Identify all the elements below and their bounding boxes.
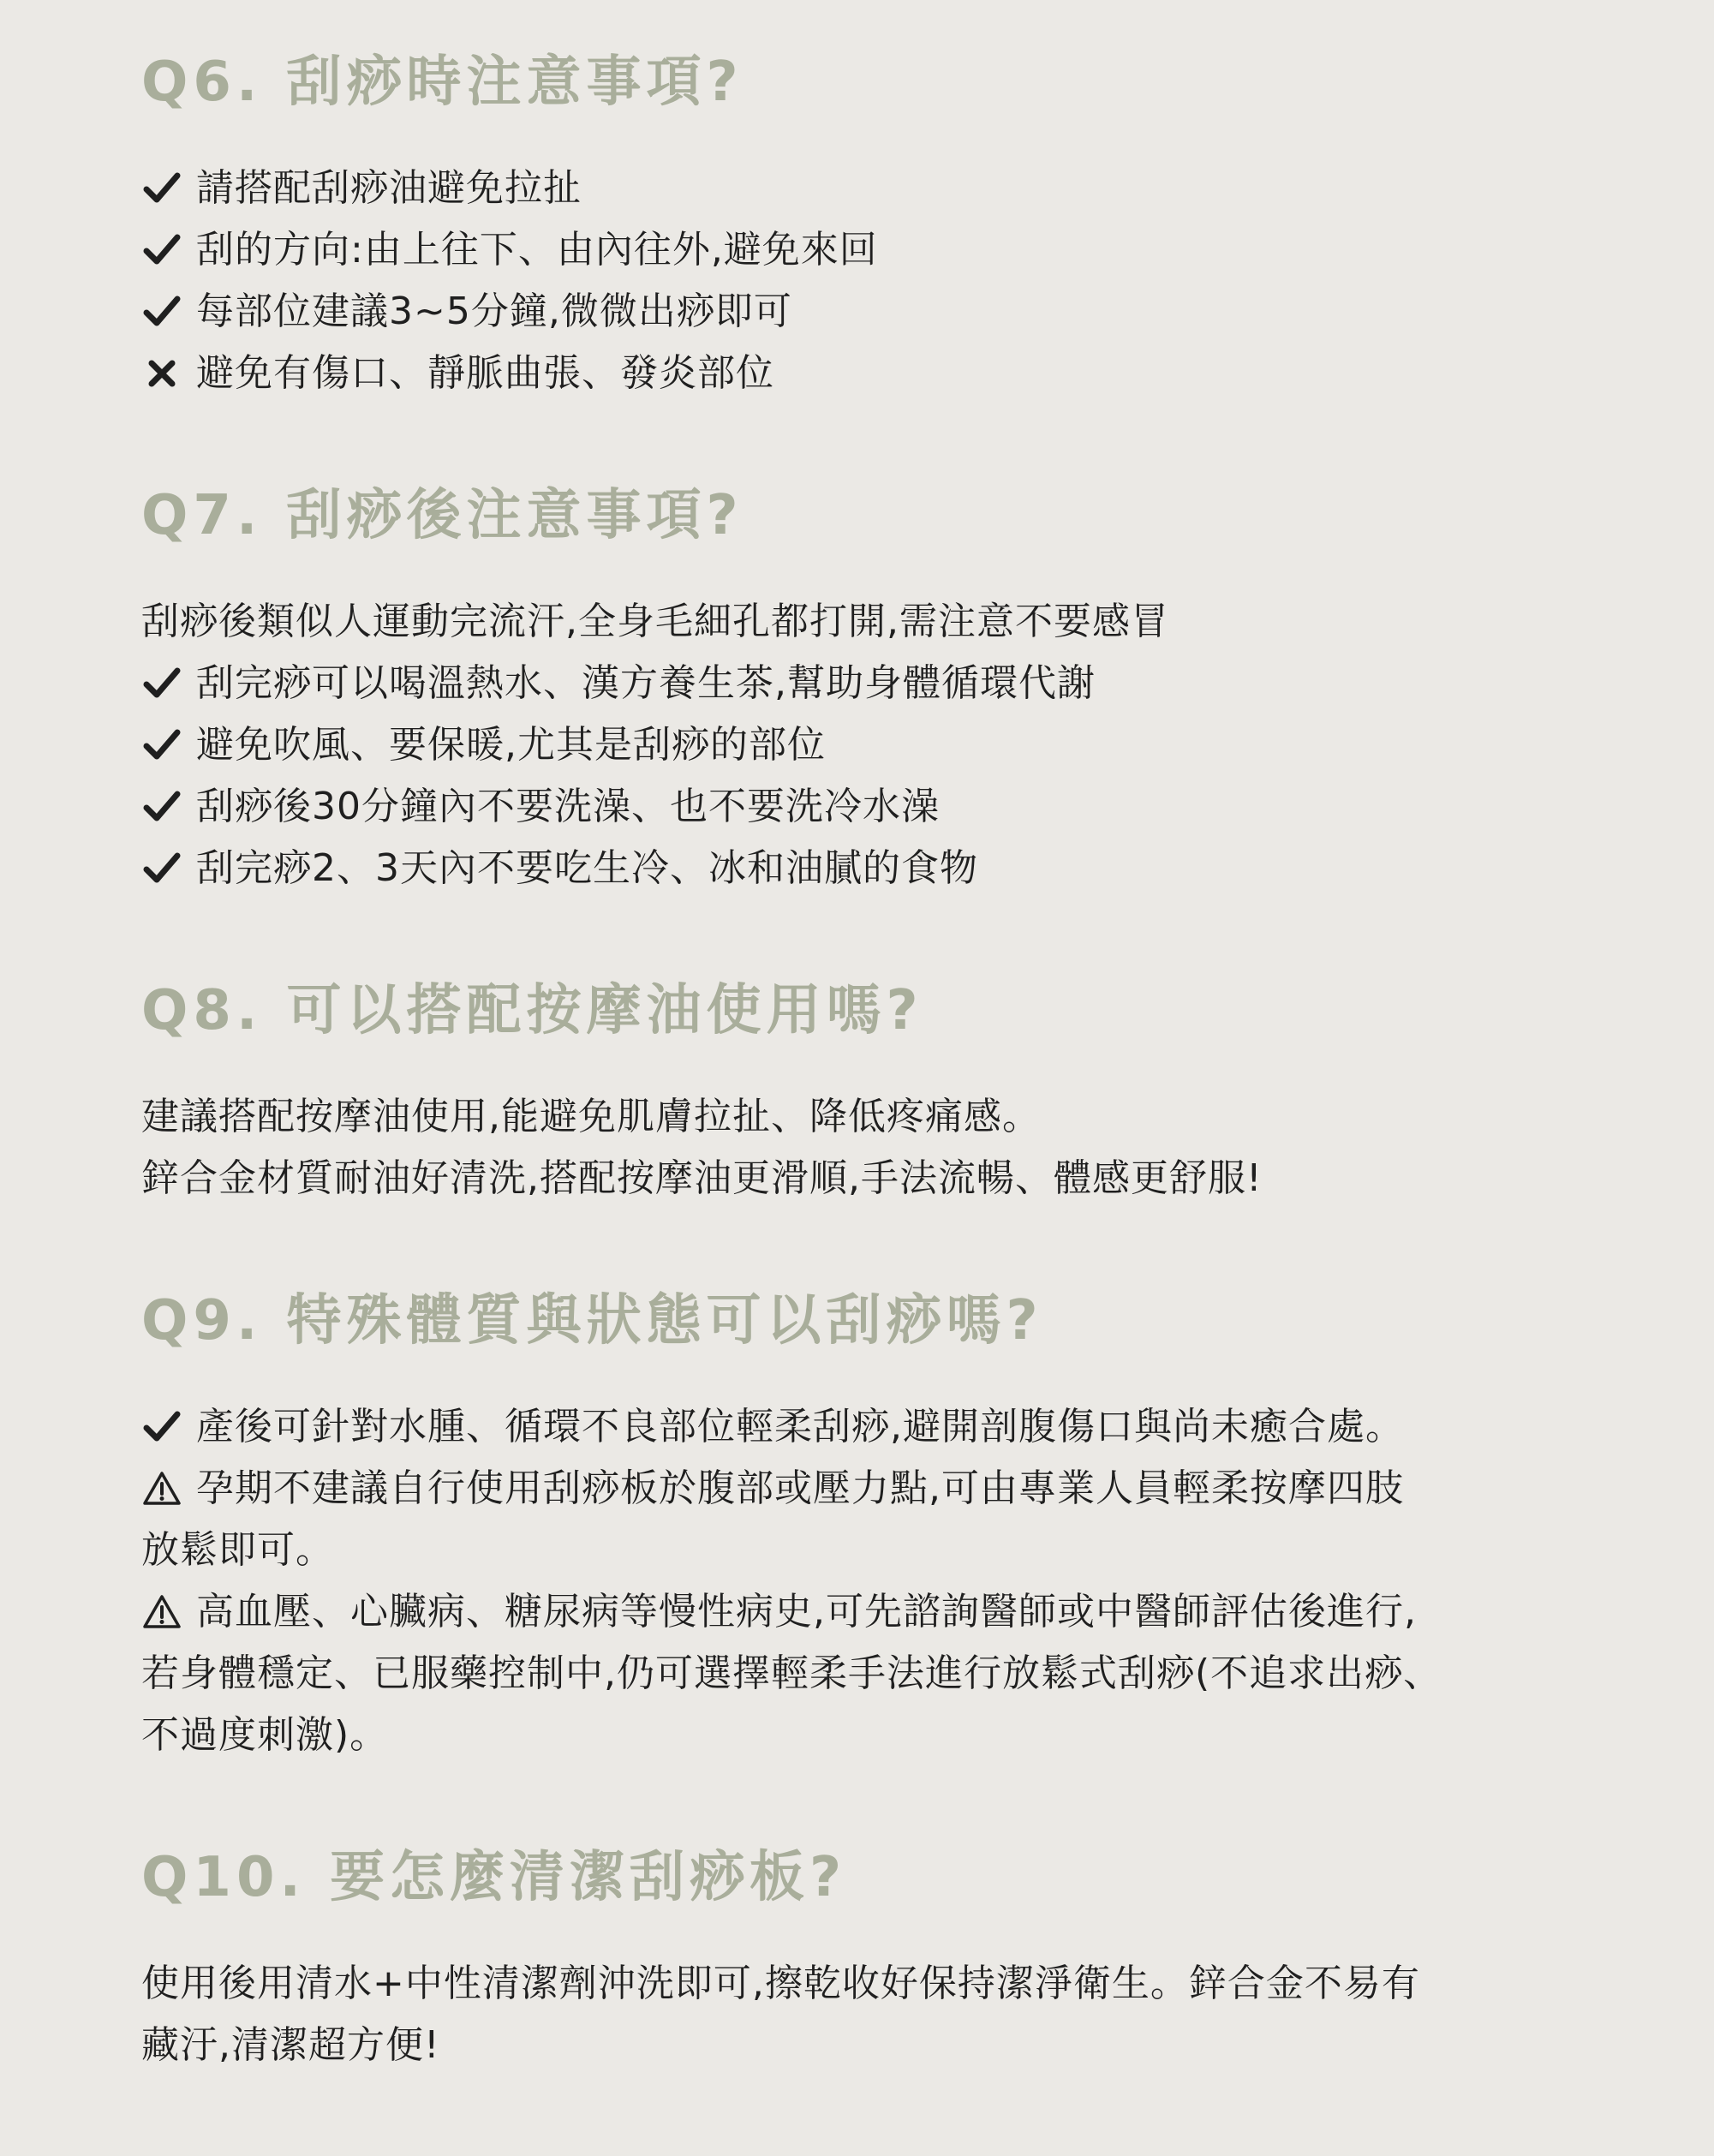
- q8-body: [141, 1086, 1598, 1209]
- q7-list: [141, 591, 1598, 899]
- list-item-text: 請搭配刮痧油避免拉扯: [196, 166, 582, 210]
- q7-intro: 刮痧後類似人運動完流汗,全身毛細孔都打開,需注意不要感冒: [141, 600, 1169, 643]
- list-item-text: 孕期不建議自行使用刮痧板於腹部或壓力點,可由專業人員輕柔按摩四肢: [196, 1466, 1404, 1510]
- list-item: [141, 1396, 1598, 1458]
- list-item-text: 避免有傷口、靜脈曲張、發炎部位: [196, 351, 774, 395]
- list-item-text: 每部位建議3~5分鐘,微微出痧即可: [196, 290, 792, 333]
- check-icon: [141, 663, 182, 704]
- list-item-text: 刮痧後30分鐘內不要洗澡、也不要洗冷水澡: [196, 785, 940, 828]
- q7-title: Q7. 刮痧後注意事項?: [141, 484, 744, 547]
- q10-line: 使用後用清水+中性清潔劑沖洗即可,擦乾收好保持潔淨衛生。鋅合金不易有: [141, 1962, 1420, 2005]
- list-item-text: 高血壓、心臟病、糖尿病等慢性病史,可先諮詢醫師或中醫師評估後進行,: [196, 1590, 1417, 1633]
- q8-line: 建議搭配按摩油使用,能避免肌膚拉扯、降低疼痛感。: [141, 1095, 1041, 1138]
- q9-section: [141, 1287, 1598, 1766]
- list-item: [141, 219, 1598, 281]
- q9-title: Q9. 特殊體質與狀態可以刮痧嗎?: [141, 1289, 1043, 1353]
- list-item-continuation: 不過度刺激)。: [141, 1713, 389, 1757]
- q10-body: [141, 1953, 1598, 2076]
- q8-section: [141, 976, 1598, 1209]
- q6-section: [141, 48, 1598, 404]
- check-icon: [141, 725, 182, 766]
- list-item-text: 刮完痧2、3天內不要吃生冷、冰和油膩的食物: [196, 846, 978, 890]
- q8-line: 鋅合金材質耐油好清洗,搭配按摩油更滑順,手法流暢、體感更舒服!: [141, 1156, 1263, 1200]
- list-item-text: 刮的方向:由上往下、由內往外,避免來回: [196, 228, 878, 272]
- check-icon: [141, 1406, 182, 1448]
- cross-icon: [141, 353, 182, 394]
- q10-section: [141, 1843, 1598, 2076]
- check-icon: [141, 230, 182, 271]
- list-item-continuation: 若身體穩定、已服藥控制中,仍可選擇輕柔手法進行放鬆式刮痧(不追求出痧、: [141, 1651, 1442, 1695]
- list-item-text: 產後可針對水腫、循環不良部位輕柔刮痧,避開剖腹傷口與尚未癒合處。: [196, 1405, 1404, 1448]
- check-icon: [141, 291, 182, 332]
- list-item: [141, 714, 1598, 776]
- q10-title: Q10. 要怎麼清潔刮痧板?: [141, 1846, 847, 1909]
- list-item: [141, 838, 1598, 899]
- q7-section: [141, 481, 1598, 899]
- check-icon: [141, 848, 182, 889]
- q6-list: [141, 158, 1598, 404]
- q6-title: Q6. 刮痧時注意事項?: [141, 51, 744, 114]
- list-item-text: 刮完痧可以喝溫熱水、漢方養生茶,幫助身體循環代謝: [196, 661, 1096, 705]
- check-icon: [141, 786, 182, 827]
- list-item: [141, 281, 1598, 343]
- q8-title: Q8. 可以搭配按摩油使用嗎?: [141, 979, 923, 1042]
- list-item-text: 避免吹風、要保暖,尤其是刮痧的部位: [196, 723, 826, 767]
- list-item: [141, 1458, 1598, 1520]
- list-item: [141, 653, 1598, 714]
- list-item: [141, 343, 1598, 404]
- list-item-continuation: 放鬆即可。: [141, 1528, 334, 1572]
- q9-body: [141, 1396, 1598, 1766]
- list-item: [141, 158, 1598, 219]
- check-icon: [141, 168, 182, 209]
- list-item: [141, 1581, 1598, 1643]
- list-item: [141, 776, 1598, 838]
- warning-icon: [141, 1592, 182, 1633]
- q10-line: 藏汙,清潔超方便!: [141, 2023, 440, 2067]
- warning-icon: [141, 1468, 182, 1509]
